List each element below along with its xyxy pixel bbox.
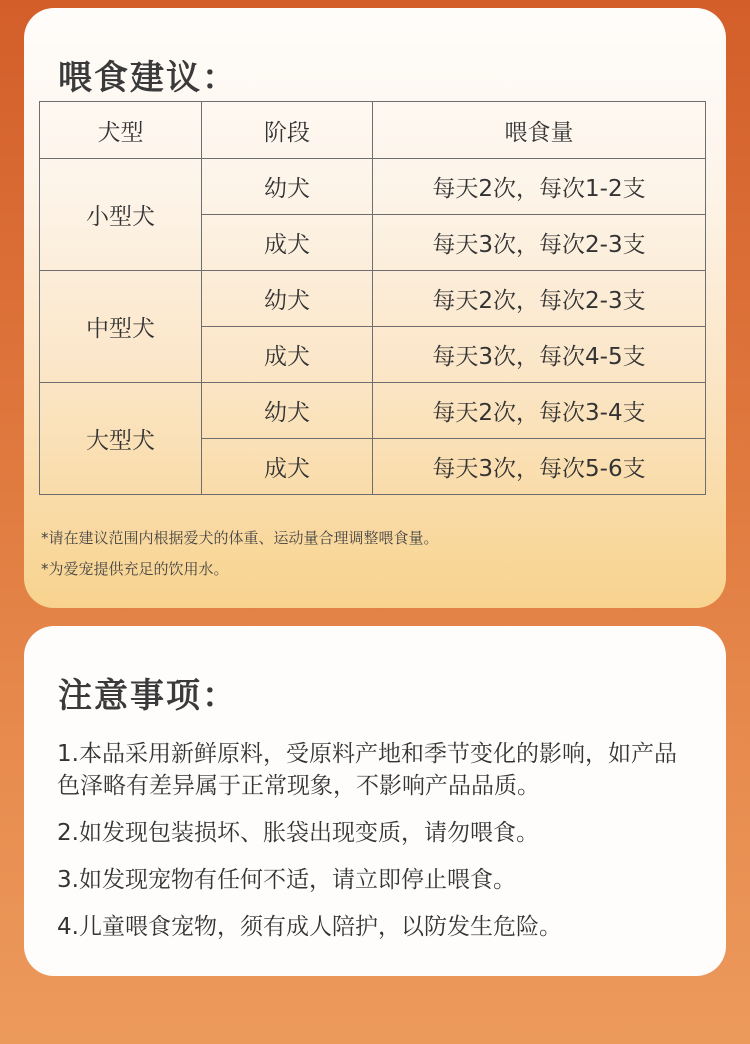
table-row <box>40 383 706 439</box>
amount-cell: 每天3次，每次4-5支 <box>373 327 706 383</box>
dog-type-medium: 中型犬 <box>40 271 202 383</box>
amount-cell: 每天2次，每次3-4支 <box>373 383 706 439</box>
header-dog-type: 犬型 <box>40 102 202 159</box>
header-stage: 阶段 <box>202 102 373 159</box>
amount-cell: 每天3次，每次2-3支 <box>373 215 706 271</box>
feeding-note-water: *为爱宠提供充足的饮用水。 <box>41 560 229 578</box>
notice-card <box>24 626 726 976</box>
notice-item: 1.本品采用新鲜原料，受原料产地和季节变化的影响，如产品色泽略有差异属于正常现象，不影响产品品质。 <box>57 741 677 799</box>
header-amount: 喂食量 <box>373 102 706 159</box>
notice-item: 3.如发现宠物有任何不适，请立即停止喂食。 <box>57 867 516 893</box>
notice-list <box>57 738 697 958</box>
dog-type-small: 小型犬 <box>40 159 202 271</box>
feeding-note-weight: *请在建议范围内根据爱犬的体重、运动量合理调整喂食量。 <box>41 529 439 547</box>
amount-cell: 每天2次，每次1-2支 <box>373 159 706 215</box>
notice-item: 2.如发现包装损坏、胀袋出现变质，请勿喂食。 <box>57 820 539 846</box>
amount-cell: 每天2次，每次2-3支 <box>373 271 706 327</box>
stage-cell: 成犬 <box>202 327 373 383</box>
stage-cell: 成犬 <box>202 439 373 495</box>
table-row <box>40 271 706 327</box>
feeding-card <box>24 8 726 608</box>
table-row <box>40 159 706 215</box>
amount-cell: 每天3次，每次5-6支 <box>373 439 706 495</box>
stage-cell: 幼犬 <box>202 271 373 327</box>
notice-item: 4.儿童喂食宠物，须有成人陪护，以防发生危险。 <box>57 914 562 940</box>
table-header-row <box>40 102 706 159</box>
dog-type-large: 大型犬 <box>40 383 202 495</box>
feeding-table <box>39 101 706 495</box>
stage-cell: 幼犬 <box>202 159 373 215</box>
notice-title: 注意事项： <box>58 676 238 716</box>
stage-cell: 幼犬 <box>202 383 373 439</box>
feeding-title: 喂食建议： <box>58 58 238 98</box>
stage-cell: 成犬 <box>202 215 373 271</box>
